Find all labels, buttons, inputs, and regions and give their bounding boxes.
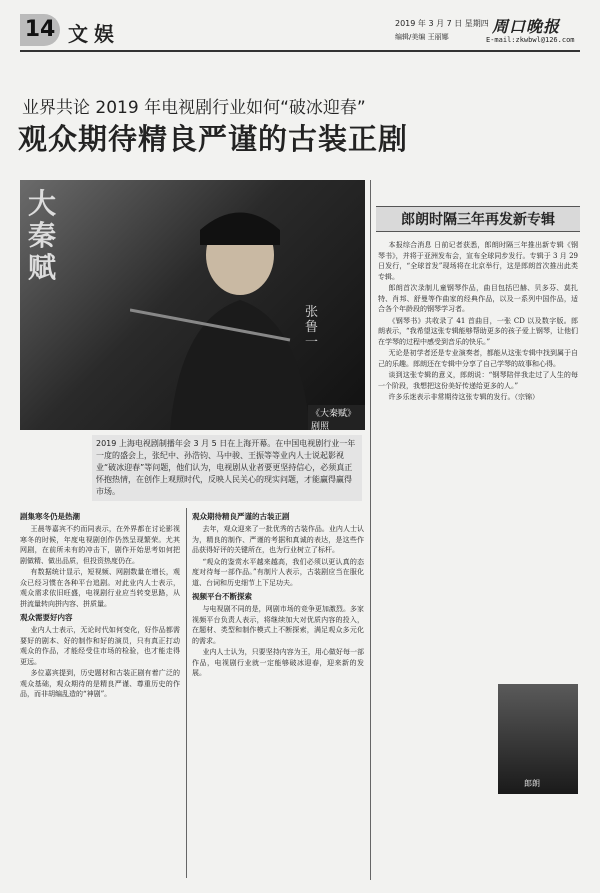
column-divider [186, 508, 187, 878]
sidebar-divider [370, 180, 371, 880]
sidebar-paragraph: 谈到这张专辑的意义，郎朗说：“钢琴陪伴我走过了人生的每一个阶段，我想把这份美好传递给更多的人。” [378, 371, 578, 390]
section-title: 文娱 [68, 22, 120, 46]
article-column-2 [192, 508, 364, 878]
sidebar-paragraph: 《钢琴书》共收录了 41 首曲目，一张 CD 以及数字版。郎朗表示，“我希望这张专辑能够帮助更多的孩子爱上钢琴，让他们在学琴的过程中感受到音乐的快乐。” [378, 316, 578, 346]
article-column-1 [20, 508, 180, 878]
article-paragraph: 王晨等嘉宾不约而同表示，在外界都在讨论影视寒冬的时候，年度电视剧创作仍然呈现繁荣。尤其网剧，在前所未有的冲击下，剧作开始思考如何把剧做精、做出品质，但投资热度仍在。 [20, 525, 180, 565]
headline-title: 观众期待精良严谨的古装正剧 [18, 122, 409, 156]
editor-line: 编辑/美编 王丽娜 [395, 33, 449, 41]
article-paragraph: 有数据统计显示，短视频、网剧数量在增长，观众已经习惯在各种平台追剧。对此业内人士表示，观众需求依旧旺盛，电视剧行业应当转变思路，从拼流量转向拼内容、拼质量。 [20, 568, 180, 608]
photo-caption: 2019 上海电视剧制播年会 3 月 5 日在上海开幕。在中国电视剧行业一年一度的盛会上，张纪中、孙浩钧、马中骏、王振等等业内人士说起影视业“破冰迎春”等问题，他们认为，电视剧从业者要更坚持信心，必须真正怀抱热情，在创作上观照时代，反映人民关心的现实问题，才能赢得赢得市场。 [92, 435, 362, 501]
photo-calligraphy: 大秦赋 [28, 187, 57, 284]
article-paragraph: 去年，观众迎来了一批优秀的古装作品。业内人士认为，精良的制作、严谨的考据和真诚的表达，是这些作品获得好评的关键所在，也为行业树立了标杆。 [192, 525, 364, 554]
photo-tag: 《大秦赋》剧照 [308, 405, 365, 430]
masthead [20, 12, 580, 52]
email-address[interactable]: E-mail:zkwbwl@126.com [486, 36, 575, 44]
sidebar-paragraph: 本报综合消息 日前记者获悉，郎朗时隔三年推出新专辑《钢琴书》，并将于亚洲发布会，宣布全球同步发行。专辑于 3 月 29 日发行，“全球首发”现场将在北京举行，这是郎朗首次推出此类专辑。 [378, 241, 578, 281]
date-line: 2019 年 3 月 7 日 星期四 [395, 19, 489, 28]
actor-silhouette-icon [130, 200, 310, 430]
paper-name: 周口晚报 [492, 17, 561, 36]
article-subhead: 剧集寒冬仍是热潮 [20, 512, 80, 521]
article-subhead: 观众期待精良严谨的古装正剧 [192, 512, 290, 521]
article-subhead: 视频平台不断探索 [192, 592, 252, 601]
article-subhead: 观众需要好内容 [20, 613, 73, 622]
article-paragraph: “观众的鉴赏水平越来越高，我们必须以更认真的态度对待每一部作品。”有制片人表示，古装剧应当在服化道、台词和历史细节上下足功夫。 [192, 557, 364, 587]
sidebar-title: 郎朗时隔三年再发新专辑 [376, 206, 580, 232]
sidebar-photo [498, 684, 578, 794]
headline-kicker: 业界共论 2019 年电视剧行业如何“破冰迎春” [22, 98, 366, 118]
article-paragraph: 多位嘉宾提到，历史题材和古装正剧有着广泛的观众基础，观众期待的是精良严谨、尊重历史的作品，而非胡编乱造的“神剧”。 [20, 669, 180, 698]
sidebar-photo-label: 郎朗 [524, 779, 540, 788]
article-paragraph: 业内人士表示，无论时代如何变化，好作品都需要好的剧本、好的制作和好的演员，只有真正打动观众的作品，才能经受住市场的检验，也才能走得更远。 [20, 626, 180, 666]
sidebar-article [378, 240, 578, 680]
article-paragraph: 与电视剧不同的是，网剧市场的竞争更加激烈。多家视频平台负责人表示，将继续加大对优质内容的投入，在题材、类型和制作模式上不断探索，满足观众多元化的需求。 [192, 605, 364, 645]
photo-actor-name: 张鲁一 [305, 305, 319, 350]
page-number: 14 [20, 14, 60, 46]
sidebar-paragraph: 许多乐迷表示非常期待这张专辑的发行。（宗锦） [388, 393, 539, 401]
drama-photo [20, 180, 365, 430]
sidebar-paragraph: 郎朗首次录制儿童钢琴作品，曲目包括巴赫、贝多芬、莫扎特、肖邦、舒曼等作曲家的经典作品，以及一系列中国作品，适合各个年龄段的钢琴学习者。 [378, 284, 578, 313]
article-paragraph: 业内人士认为，只要坚持内容为王，用心做好每一部作品，电视剧行业就一定能够破冰迎春，迎来新的发展。 [192, 648, 364, 677]
sidebar-paragraph: 无论是初学者还是专业演奏者，都能从这张专辑中找到属于自己的乐趣。郎朗还在专辑中分享了自己学琴的故事和心得。 [378, 349, 578, 368]
